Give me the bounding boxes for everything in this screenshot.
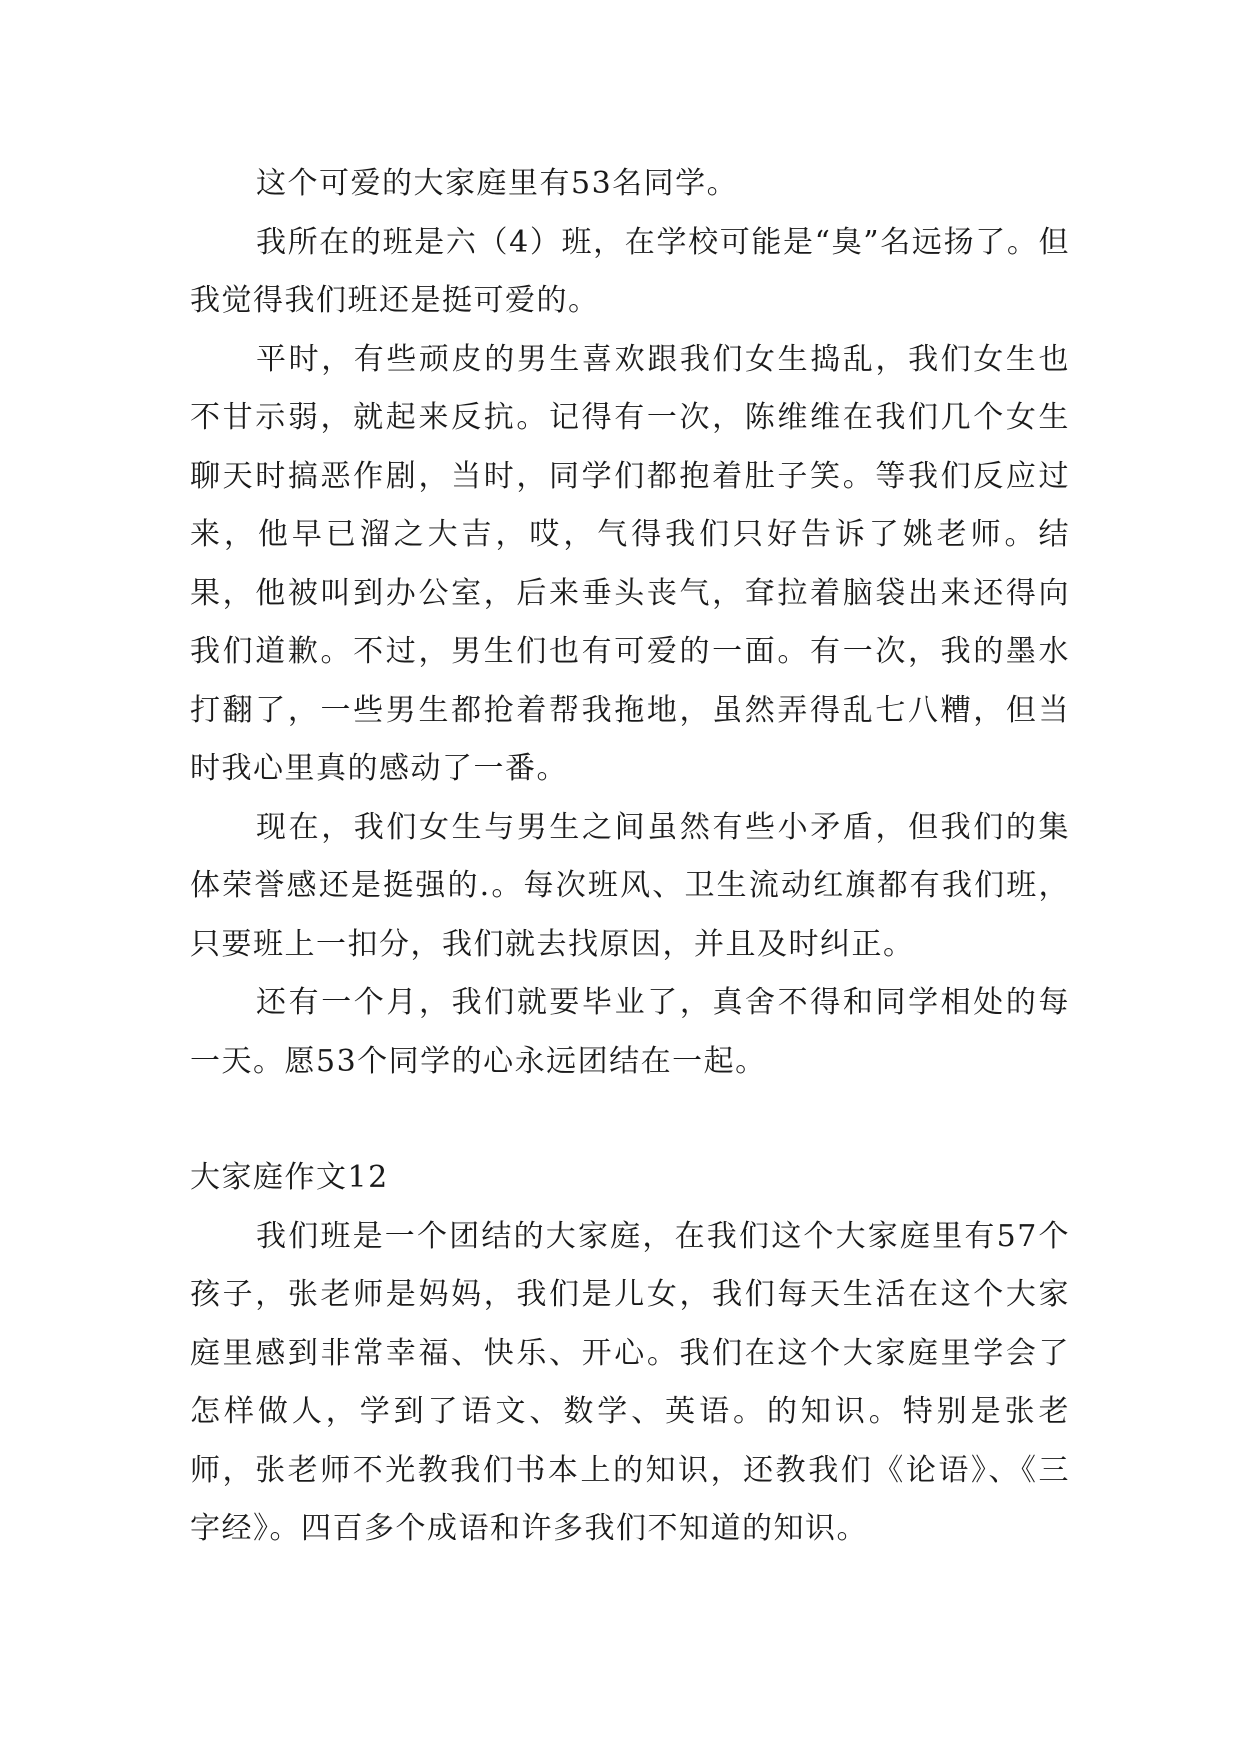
paragraph: 现在，我们女生与男生之间虽然有些小矛盾，但我们的集体荣誉感还是挺强的.。每次班风、卫生流动红旗都有我们班，只要班上一扣分，我们就去找原因，并且及时纠正。 — [190, 809, 1070, 962]
section-title: 大家庭作文12 — [190, 1160, 389, 1195]
paragraph: 我所在的班是六（4）班，在学校可能是“臭”名远扬了。但我觉得我们班还是挺可爱的。 — [190, 224, 1070, 318]
paragraph: 还有一个月，我们就要毕业了，真舍不得和同学相处的每一天。愿53个同学的心永远团结在一起。 — [190, 985, 1070, 1079]
section-gap — [190, 1091, 1070, 1149]
paragraph: 这个可爱的大家庭里有53名同学。 — [256, 166, 739, 201]
paragraph: 平时，有些顽皮的男生喜欢跟我们女生捣乱，我们女生也不甘示弱，就起来反抗。记得有一次，陈维维在我们几个女生聊天时搞恶作剧，当时，同学们都抱着肚子笑。等我们反应过来，他早已溜之大吉，哎，气得我们只好告诉了姚老师。结果，他被叫到办公室，后来垂头丧气，耷拉着脑袋出来还得向我们道歉。不过，男生们也有可爱的一面。有一次，我的墨水打翻了，一些男生都抢着帮我拖地，虽然弄得乱七八糟，但当时我心里真的感动了一番。 — [190, 341, 1070, 786]
paragraph: 我们班是一个团结的大家庭，在我们这个大家庭里有57个孩子，张老师是妈妈，我们是儿女，我们每天生活在这个大家庭里感到非常幸福、快乐、开心。我们在这个大家庭里学会了怎样做人，学到了语文、数学、英语。的知识。特别是张老师，张老师不光教我们书本上的知识，还教我们《论语》、《三字经》。四百多个成语和许多我们不知道的知识。 — [190, 1218, 1070, 1546]
document-body — [190, 155, 1070, 1559]
